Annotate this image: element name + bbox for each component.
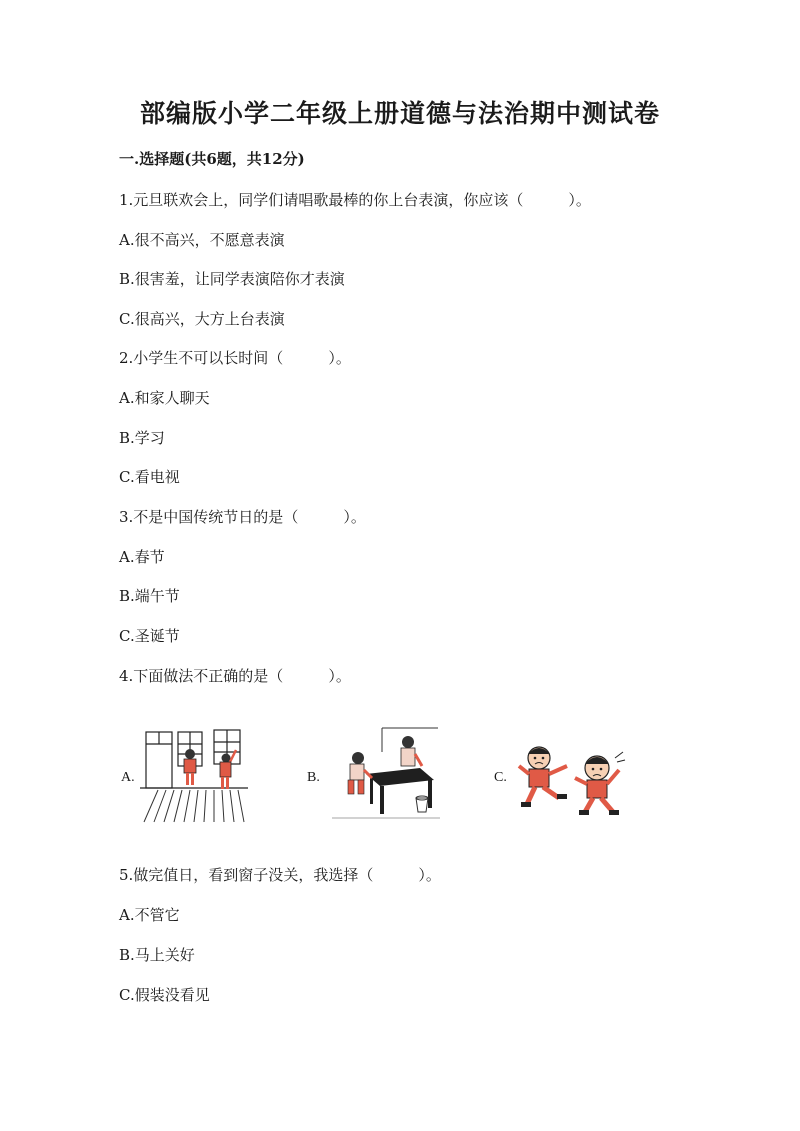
question-1-option-b: B.很害羞，让同学表演陪你才表演	[119, 270, 345, 288]
exam-title: 部编版小学二年级上册道德与法治期中测试卷	[139, 99, 660, 128]
children-cleaning-windows-illustration	[140, 726, 248, 824]
question-3-option-a: A.春节	[119, 548, 165, 566]
children-fighting-illustration	[515, 744, 627, 818]
section-heading: 一.选择题(共6题，共12分)	[119, 150, 305, 168]
question-5-stem: 5.做完值日，看到窗子没关，我选择（ ）。	[119, 866, 441, 884]
question-2-option-b: B.学习	[119, 429, 165, 447]
question-1-stem: 1.元旦联欢会上，同学们请唱歌最棒的你上台表演，你应该（ ）。	[119, 191, 591, 209]
question-3-option-b: B.端午节	[119, 587, 180, 605]
question-4-option-c-label: C.	[494, 770, 507, 785]
question-3-option-c: C.圣诞节	[119, 627, 180, 645]
children-wiping-desk-illustration	[332, 722, 440, 824]
question-1-option-c: C.很高兴，大方上台表演	[119, 310, 285, 328]
question-2-stem: 2.小学生不可以长时间（ ）。	[119, 349, 351, 367]
question-4-stem: 4.下面做法不正确的是（ ）。	[119, 667, 351, 685]
question-3-stem: 3.不是中国传统节日的是（ ）。	[119, 508, 366, 526]
question-5-option-a: A.不管它	[119, 906, 180, 924]
question-2-option-a: A.和家人聊天	[119, 389, 210, 407]
question-5-option-c: C.假装没看见	[119, 986, 210, 1004]
question-1-option-a: A.很不高兴，不愿意表演	[119, 231, 285, 249]
question-5-option-b: B.马上关好	[119, 946, 195, 964]
question-4-option-b-label: B.	[307, 770, 320, 785]
question-2-option-c: C.看电视	[119, 468, 180, 486]
question-4-option-a-label: A.	[121, 770, 135, 785]
